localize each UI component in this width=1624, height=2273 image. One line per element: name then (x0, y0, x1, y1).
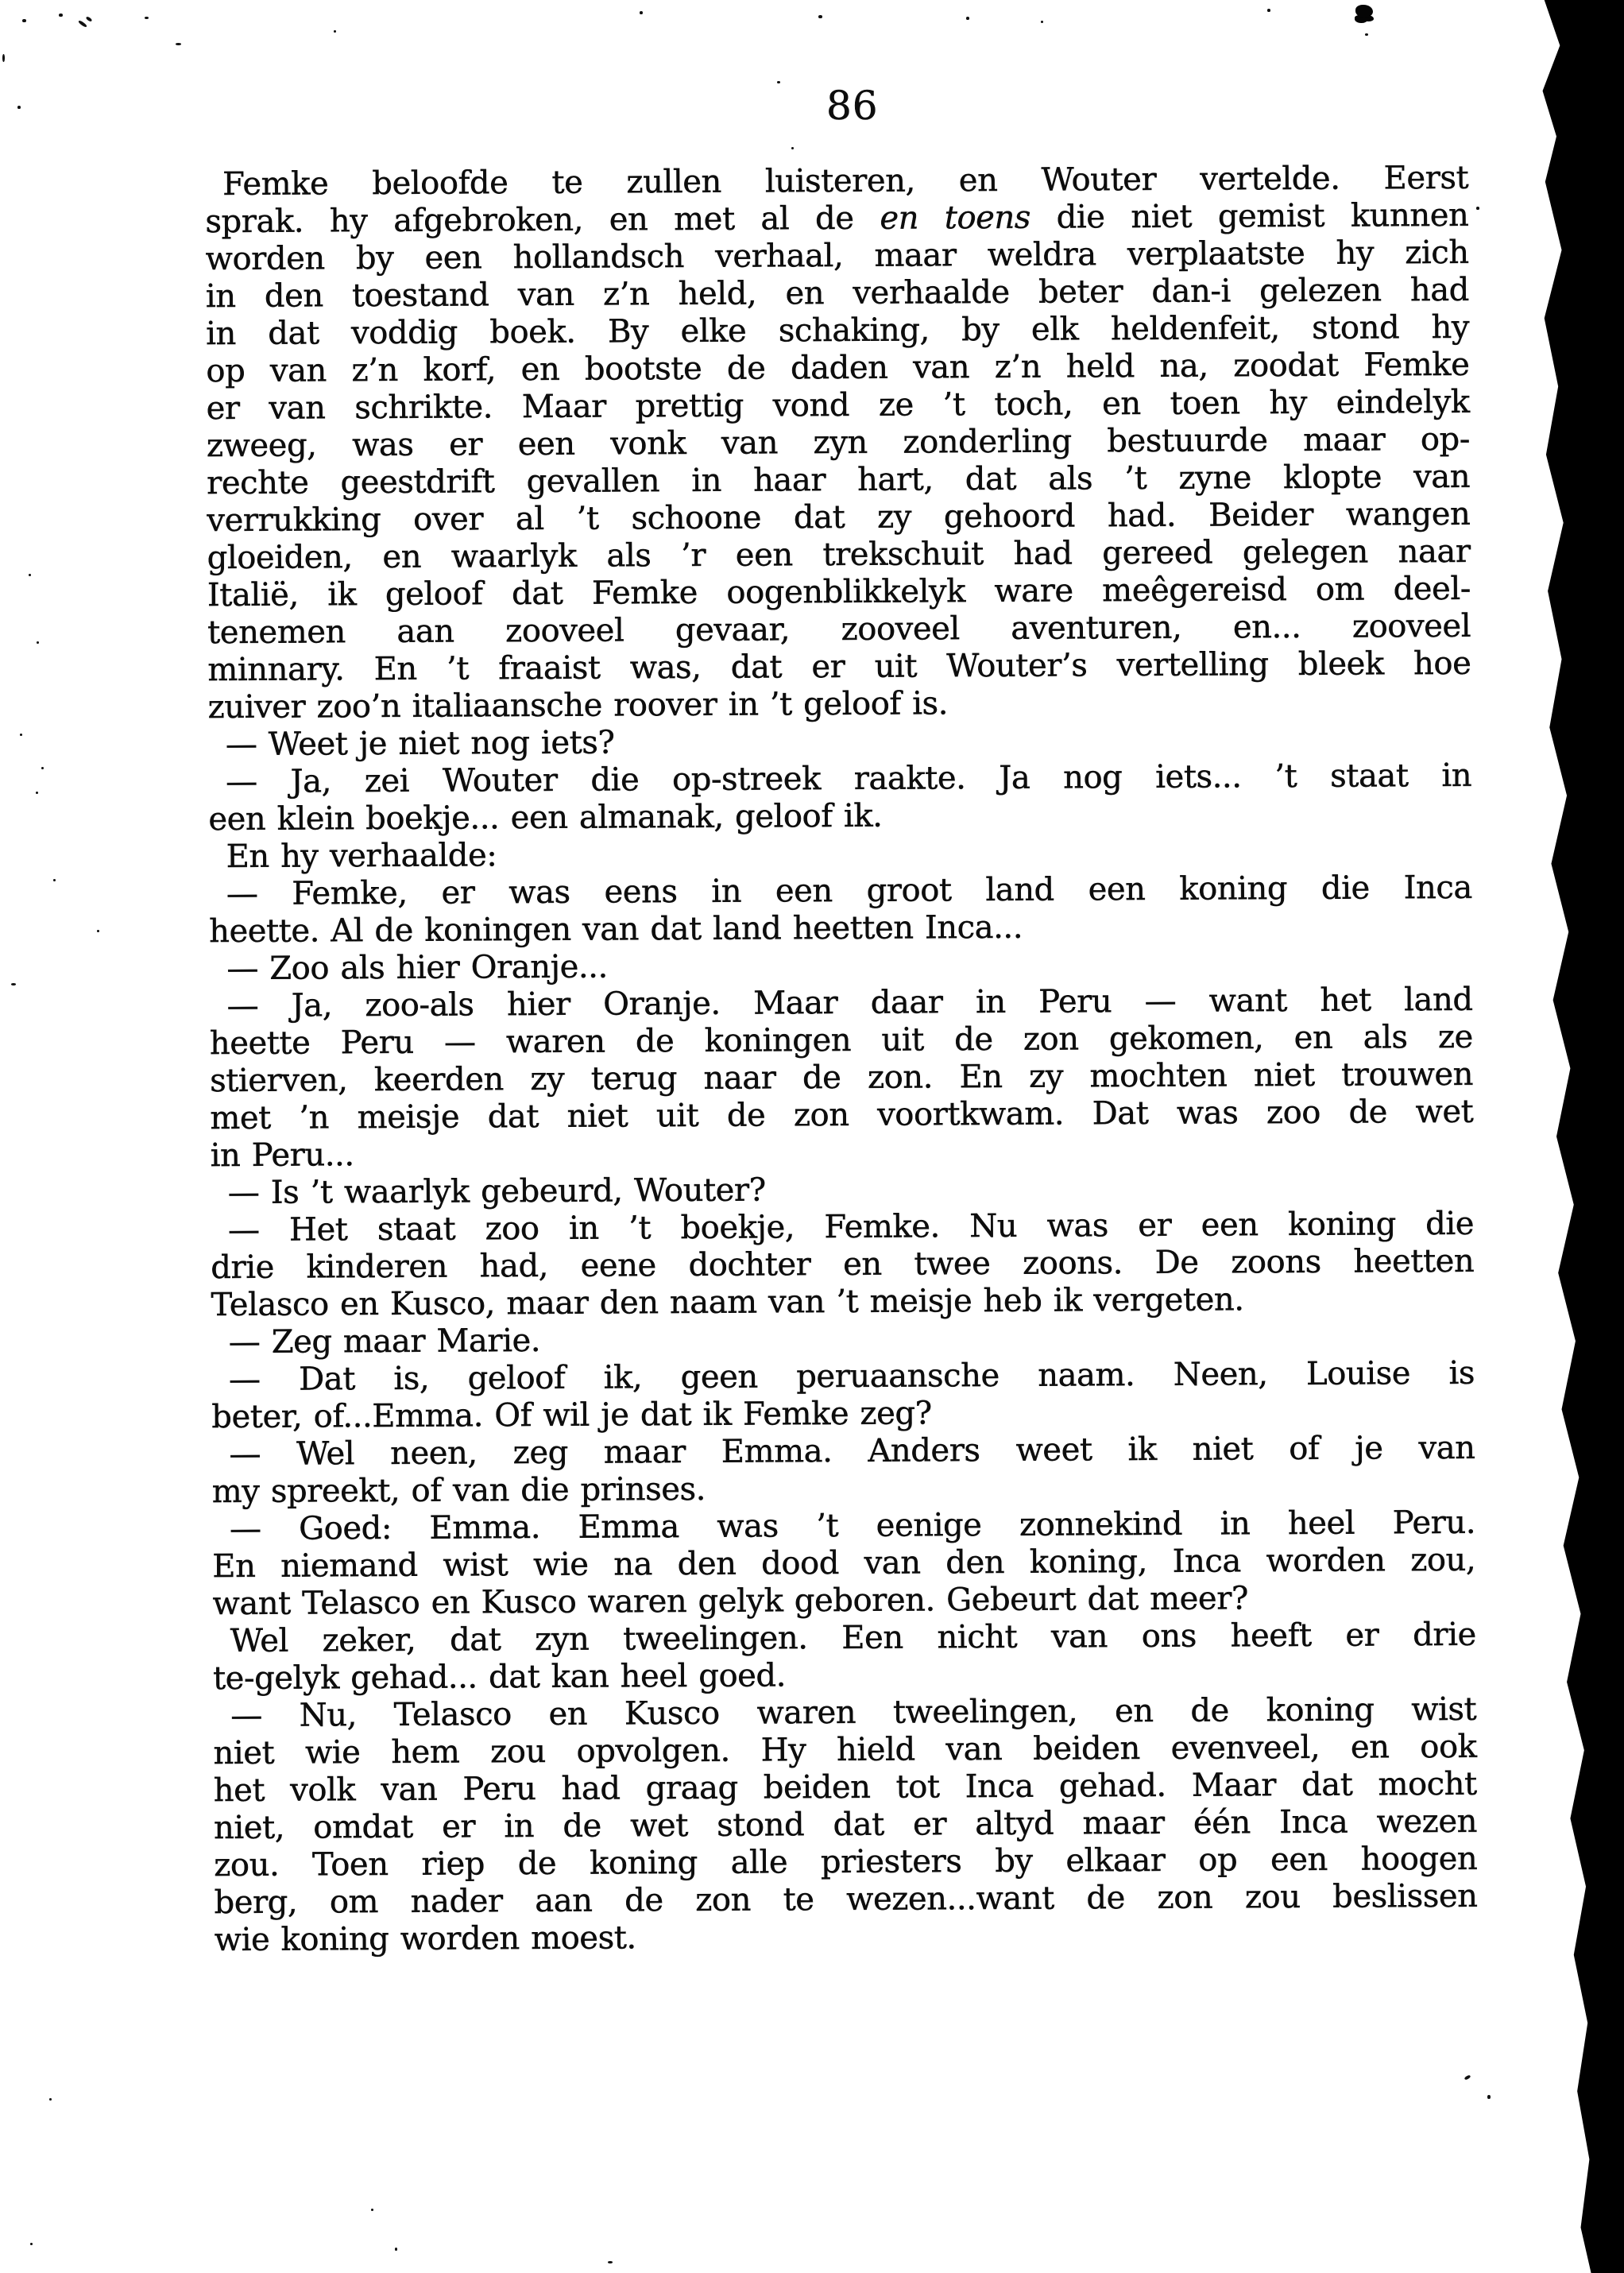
text-line: — Is ’t waarlyk gebeurd, Wouter? (227, 1171, 766, 1212)
scan-speck (1365, 33, 1368, 36)
text-line: zweeg, was er een vonk van zyn zonderling bestuurde maar op- (206, 420, 1471, 465)
scan-speck (334, 30, 336, 33)
scan-speck (640, 11, 643, 14)
text-line: een klein boekje... een almanak, geloof ik. (208, 797, 883, 838)
scan-speck (20, 734, 22, 736)
text-line: zuiver zoo’n italiaansche roover in ’t geloof is. (207, 685, 949, 726)
text-line: heette Peru — waren de koningen uit de zon gekomen, en als ze (209, 1018, 1473, 1063)
scan-speck (30, 2243, 33, 2245)
text-line: op van z’n korf, en bootste de daden van z’n held na, zoodat Femke (206, 346, 1470, 390)
text-line: Italië, ik geloof dat Femke oogenblikkelyk ware meêgereisd om deel- (207, 570, 1471, 614)
text-line: te-gelyk gehad... dat kan heel goed. (212, 1657, 787, 1698)
text-line: beter, of...Emma. Of wil je dat ik Femke zeg? (211, 1395, 932, 1436)
scan-speck (49, 2098, 52, 2101)
binding-shadow (1537, 0, 1624, 2273)
text-line: sprak. hy afgebroken, en met al de en toens die niet gemist kunnen (205, 196, 1469, 241)
scan-speck (966, 17, 969, 20)
scan-speck (29, 574, 31, 576)
ink-blot (1355, 5, 1373, 17)
scan-speck (11, 983, 16, 985)
text-line: niet, omdat er in de wet stond dat er altyd maar één Inca wezen (213, 1803, 1478, 1847)
text-line: — Weet je niet nog iets? (225, 724, 615, 764)
scan-speck (53, 879, 56, 881)
scan-speck (17, 106, 21, 109)
scan-speck (1487, 2095, 1491, 2099)
text-line: gloeiden, en waarlyk als ’r een trekschuit had gereed gelegen naar (207, 532, 1471, 577)
scan-speck (1267, 9, 1270, 12)
text-line: rechte geestdrift gevallen in haar hart, dat als ’t zyne klopte van (207, 458, 1471, 502)
text-line: in den toestand van z’n held, en verhaalde beter dan-i gelezen had (205, 271, 1470, 316)
text-line: Femke beloofde te zullen luisteren, en Wouter vertelde. Eerst (222, 159, 1469, 203)
text-line: — Femke, er was eens in een groot land een koning die Inca (226, 869, 1472, 913)
scan-speck (59, 14, 63, 17)
text-line: — Het staat zoo in ’t boekje, Femke. Nu was er een koning die (227, 1205, 1475, 1249)
scan-speck (145, 17, 149, 19)
scan-speck (818, 15, 822, 18)
text-line: — Ja, zei Wouter die op-streek raakte. Ja nog iets... ’t staat in (226, 757, 1472, 801)
scan-speck (78, 20, 87, 28)
scan-speck (41, 767, 44, 769)
text-line: het volk van Peru had graag beiden tot Inca gehad. Maar dat mocht (213, 1765, 1477, 1810)
scan-speck (395, 2248, 397, 2251)
text-line: want Telasco en Kusco waren gelyk geboren. Gebeurt dat meer? (212, 1580, 1249, 1623)
text-line: — Nu, Telasco en Kusco waren tweelingen, en de koning wist (230, 1690, 1477, 1735)
scan-speck (1476, 207, 1479, 210)
scan-speck (1041, 21, 1043, 23)
text-line: worden by een hollandsch verhaal, maar weldra verplaatste hy zich (205, 234, 1469, 278)
text-line: drie kinderen had, eene dochter en twee zoons. De zoons heetten (211, 1242, 1475, 1287)
scan-speck (2, 54, 5, 62)
text-line: er van schrikte. Maar prettig vond ze ’t toch, en toen hy eindelyk (206, 383, 1470, 428)
scan-speck (37, 641, 39, 644)
text-line: — Goed: Emma. Emma was ’t eenige zonnekind in heel Peru. (229, 1504, 1476, 1548)
text-line: Telasco en Kusco, maar den naam van ’t meisje heb ik vergeten. (211, 1281, 1244, 1324)
scan-speck (86, 16, 93, 22)
scan-speck (371, 2209, 373, 2211)
text-line: verrukking over al ’t schoone dat zy gehoord had. Beider wangen (207, 495, 1471, 540)
text-line: met ’n meisje dat niet uit de zon voortkwam. Dat was zoo de wet (210, 1093, 1474, 1137)
text-line: — Wel neen, zeg maar Emma. Anders weet ik niet of je van (229, 1429, 1475, 1473)
scan-speck (176, 43, 181, 45)
text-block (205, 160, 1478, 1959)
text-line: wie koning worden moest. (214, 1919, 636, 1959)
text-line: niet wie hem zou opvolgen. Hy hield van beiden evenveel, en ook (213, 1728, 1477, 1772)
scan-speck (22, 19, 26, 22)
text-line: Wel zeker, dat zyn tweelingen. Een nicht van ons heeft er drie (230, 1616, 1476, 1660)
text-line: En niemand wist wie na den dood van den koning, Inca worden zou, (212, 1541, 1476, 1586)
text-line: in dat voddig boek. By elke schaking, by elk heldenfeit, stond hy (206, 308, 1470, 353)
scan-speck (777, 81, 780, 83)
text-line: berg, om nader aan de zon te wezen...want de zon zou beslissen (214, 1877, 1478, 1922)
scan-speck (97, 930, 99, 932)
text-line: — Zeg maar Marie. (228, 1322, 541, 1361)
text-line: stierven, keerden zy terug naar de zon. En zy mochten niet trouwen (210, 1055, 1474, 1100)
text-line: zou. Toen riep de koning alle priesters by elkaar op een hoogen (214, 1840, 1478, 1884)
text-line: minnary. En ’t fraaist was, dat er uit Wouter’s vertelling bleek hoe (207, 645, 1471, 689)
text-line: — Ja, zoo-als hier Oranje. Maar daar in Peru — want het land (226, 981, 1473, 1025)
text-line: heette. Al de koningen van dat land heetten Inca... (209, 908, 1023, 951)
text-line: — Zoo als hier Oranje... (226, 948, 608, 988)
scan-speck (36, 792, 38, 794)
text-line: my spreekt, of van die prinses. (211, 1470, 706, 1511)
text-line: in Peru... (210, 1136, 354, 1175)
text-line: tenemen aan zooveel gevaar, zooveel aventuren, en... zooveel (207, 607, 1471, 652)
page-number: 86 (826, 83, 879, 129)
text-line: — Dat is, geloof ik, geen peruaansche naam. Neen, Louise is (228, 1354, 1475, 1399)
text-line: En hy verhaalde: (226, 837, 497, 876)
scan-speck (608, 2261, 613, 2263)
scan-speck (791, 147, 794, 149)
scan-speck (1464, 2074, 1471, 2080)
